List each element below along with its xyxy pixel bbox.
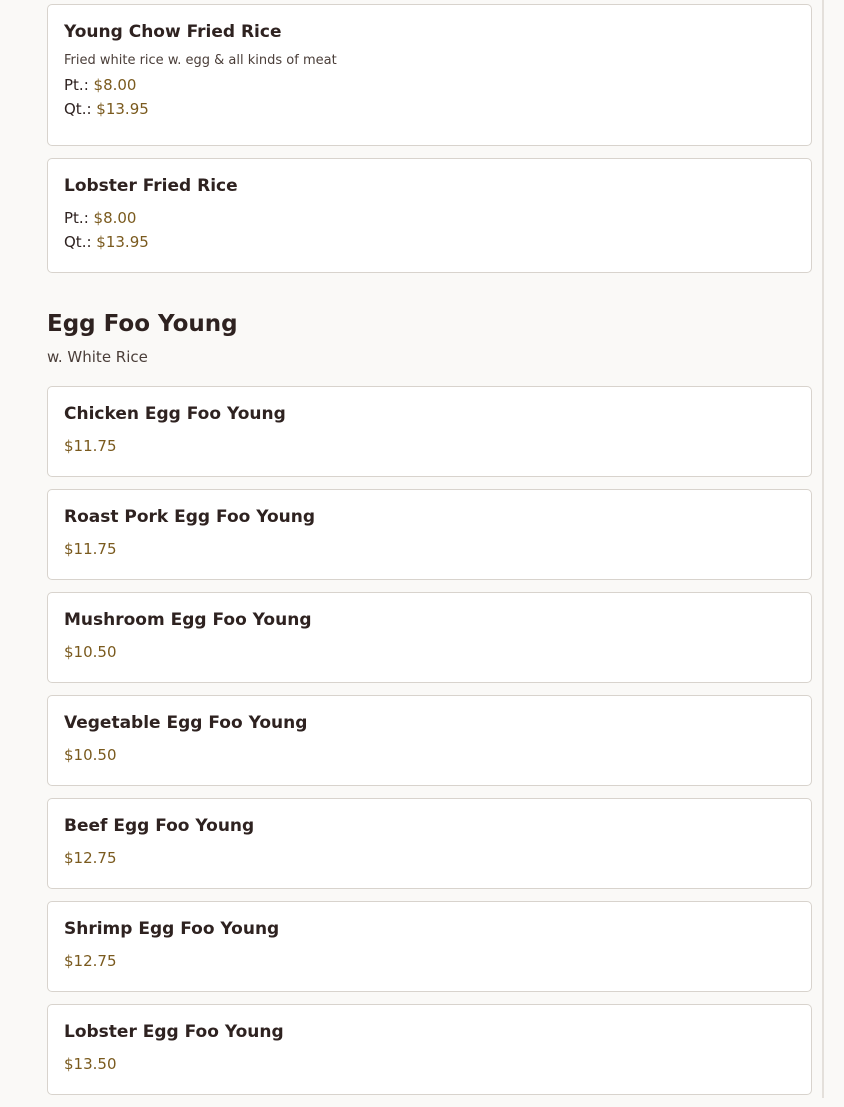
menu-content [47, 4, 812, 1107]
quart-price: $13.95 [96, 233, 149, 251]
menu-item-name: Beef Egg Foo Young [64, 816, 255, 836]
pint-label: Pt.: [64, 76, 89, 94]
menu-item-price: $11.75 [64, 437, 117, 455]
pint-label: Pt.: [64, 209, 89, 227]
pint-price: $8.00 [93, 209, 137, 227]
menu-item-card[interactable] [47, 798, 812, 889]
menu-item-card[interactable] [47, 592, 812, 683]
menu-item-name: Vegetable Egg Foo Young [64, 713, 308, 733]
menu-item-name: Chicken Egg Foo Young [64, 404, 286, 424]
section-title: Egg Foo Young [47, 311, 238, 337]
section-subtitle: w. White Rice [47, 348, 148, 366]
menu-item-card[interactable] [47, 489, 812, 580]
quart-label: Qt.: [64, 100, 92, 118]
menu-item-price: $10.50 [64, 643, 117, 661]
menu-item-card[interactable] [47, 1004, 812, 1095]
menu-item-price: $10.50 [64, 746, 117, 764]
quart-price: $13.95 [96, 100, 149, 118]
menu-item-name: Lobster Egg Foo Young [64, 1022, 284, 1042]
menu-item-description: Fried white rice w. egg & all kinds of meat [64, 53, 337, 68]
menu-item-name: Mushroom Egg Foo Young [64, 610, 312, 630]
menu-item-card[interactable] [47, 901, 812, 992]
menu-item-price: $12.75 [64, 849, 117, 867]
menu-item-card[interactable] [47, 4, 812, 146]
menu-item-name: Shrimp Egg Foo Young [64, 919, 280, 939]
pint-price-row [64, 73, 795, 97]
pint-price-row [64, 206, 795, 230]
quart-label: Qt.: [64, 233, 92, 251]
pint-price: $8.00 [93, 76, 137, 94]
menu-item-price: $11.75 [64, 540, 117, 558]
quart-price-row [64, 230, 795, 254]
menu-item-card[interactable] [47, 386, 812, 477]
menu-item-name: Roast Pork Egg Foo Young [64, 507, 316, 527]
menu-item-price: $13.50 [64, 1055, 117, 1073]
page-right-divider [822, 0, 824, 1098]
menu-item-name: Young Chow Fried Rice [64, 22, 282, 42]
menu-item-card[interactable] [47, 158, 812, 273]
quart-price-row [64, 97, 795, 121]
menu-item-name: Lobster Fried Rice [64, 176, 238, 196]
menu-item-price: $12.75 [64, 952, 117, 970]
menu-item-card[interactable] [47, 695, 812, 786]
